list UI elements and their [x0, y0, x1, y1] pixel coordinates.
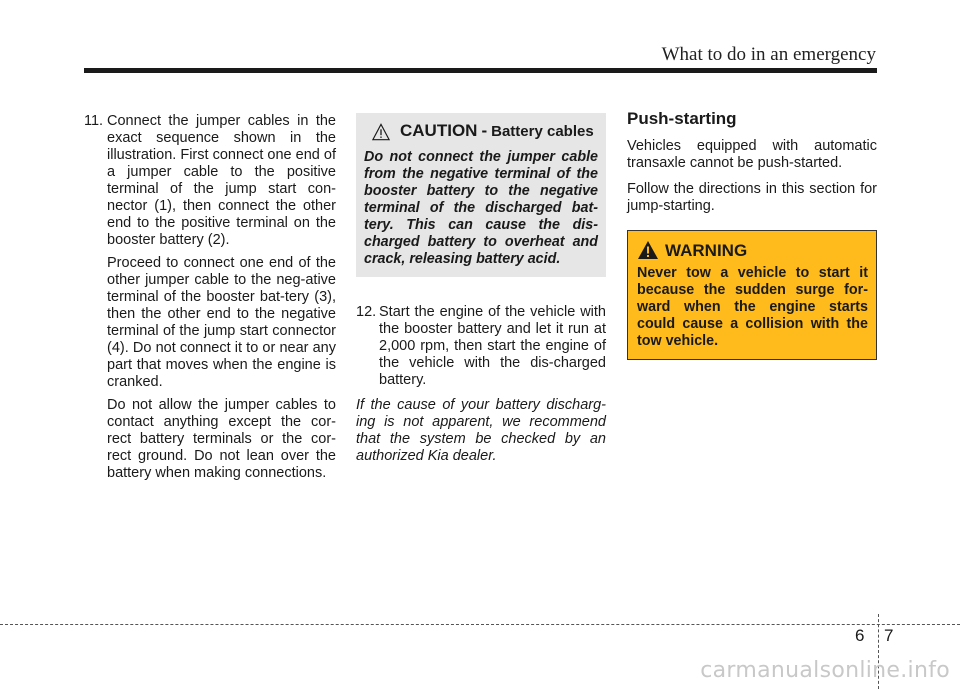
step-12-text: Start the engine of the vehicle with the booster battery and let it run at 2,000 rpm, then start the engine of the vehicle with the dis-charged battery. — [379, 304, 606, 388]
step-12-number: 12. — [356, 304, 377, 320]
step-11-paragraph-2: Proceed to connect one end of the other jumper cable to the neg-ative terminal of the booster bat-tery (3), then the other end to the negative terminal of the jump start connector (4). Do not connect it to or near any part that moves when the engine is cranked. — [107, 255, 336, 390]
step-11-text: Connect the jumper cables in the exact sequence shown in the illustration. First connect one end of a jumper cable to the positive terminal of the jump start con-nector (1), then connect the other end to the positive terminal on the booster battery (2). — [107, 113, 336, 248]
column-right — [627, 109, 877, 360]
step-11-number: 11. — [84, 113, 104, 129]
step-11-paragraph-3: Do not allow the jumper cables to contact anything except the cor-rect battery terminals or the cor-rect ground. Do not lean over the battery when making connections. — [107, 397, 336, 481]
warning-body: Never tow a vehicle to start it because the sudden surge for-ward when the engine starts could cause a collision with the tow vehicle. — [637, 265, 868, 349]
section-heading-push-starting: Push-starting — [627, 109, 737, 128]
page-header-title: What to do in an emergency — [661, 44, 876, 65]
step-12 — [356, 304, 606, 389]
push-start-paragraph-2: Follow the directions in this section for jump-starting. — [627, 181, 877, 214]
watermark-text: carmanualsonline.info — [700, 658, 950, 683]
column-left — [84, 113, 336, 482]
warning-box — [627, 230, 877, 360]
push-start-paragraph-1: Vehicles equipped with automatic transaxle cannot be push-started. — [627, 138, 877, 171]
dealer-note: If the cause of your battery discharg-ing is not apparent, we recommend that the system be checked by an authorized Kia dealer. — [356, 397, 606, 464]
warning-header — [637, 240, 868, 260]
caution-box — [356, 113, 606, 277]
warning-label: WARNING — [665, 240, 748, 260]
step-11 — [84, 113, 336, 249]
footer-rule — [0, 624, 960, 625]
warning-triangle-icon — [637, 240, 659, 260]
column-middle — [356, 113, 606, 465]
caution-label: CAUTION — [400, 121, 478, 140]
caution-body: Do not connect the jumper cable from the negative terminal of the booster battery to the negative terminal of the discharged bat-tery. This can cause the dis-charged battery to overheat and crack, releasing battery acid. — [364, 149, 598, 267]
caution-topic: Battery cables — [491, 123, 594, 140]
caution-header — [372, 121, 598, 141]
caution-dash: - — [481, 121, 488, 140]
caution-triangle-icon — [372, 123, 390, 141]
header-rule — [84, 68, 877, 73]
chapter-number: 6 — [855, 626, 865, 645]
page-number: 7 — [884, 626, 894, 645]
